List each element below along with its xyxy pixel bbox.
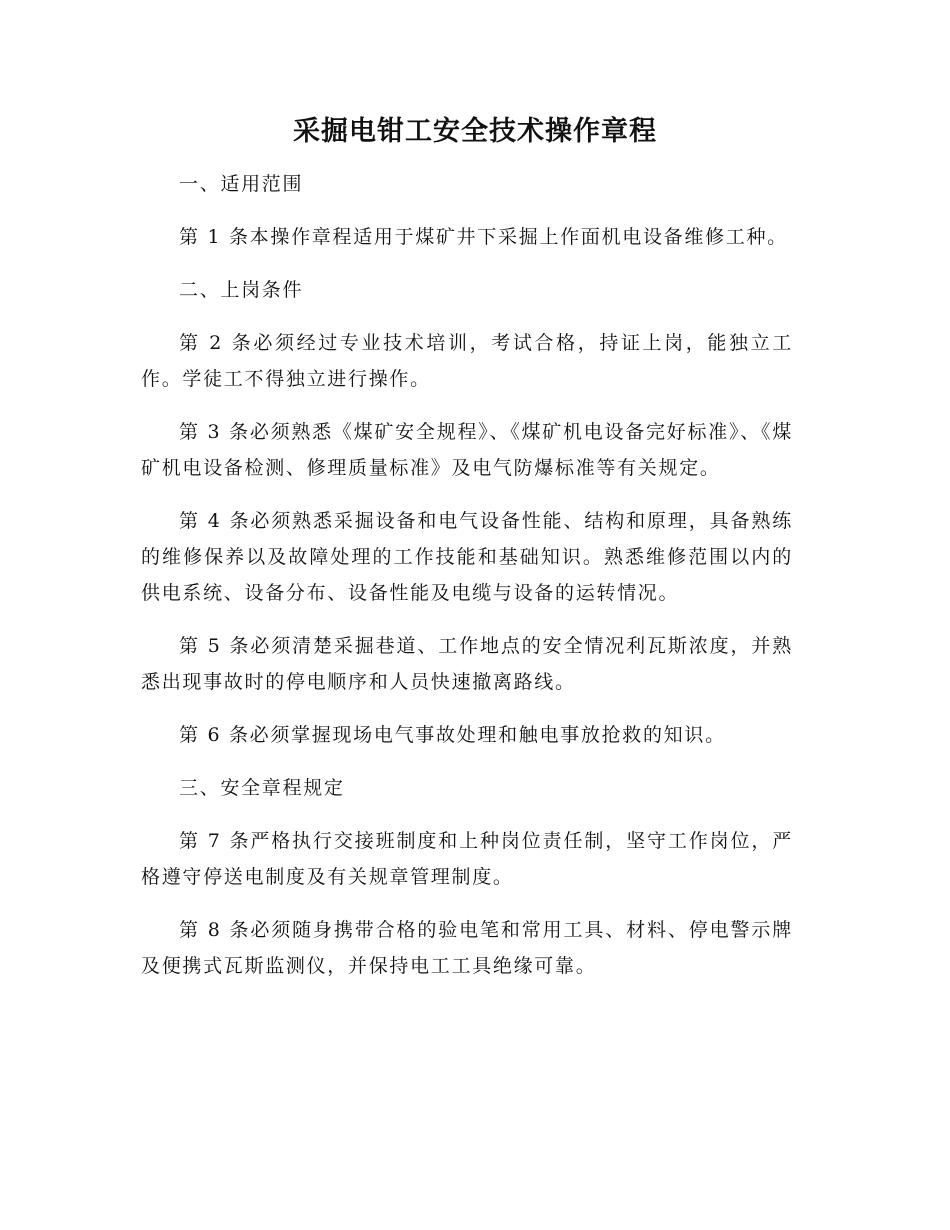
document-body [141,166,793,1001]
article-6: 第 6 条必须掌握现场电气事故处理和触电事放抢救的知识。 [179,724,726,746]
article-7: 第 7 条严格执行交接班制度和上种岗位责任制，坚守工作岗位，严格遵守停送电制度及有关规章管理制度。 [141,830,793,888]
section-heading-scope: 一、适用范围 [179,173,304,195]
section-heading-qualifications: 二、上岗条件 [179,279,304,301]
article-1: 第 1 条本操作章程适用于煤矿井下采掘上作面机电设备维修工种。 [179,226,788,248]
section-heading-safety-rules: 三、安全章程规定 [179,777,345,799]
article-8: 第 8 条必须随身携带合格的验电笔和常用工具、材料、停电警示牌及便携式瓦斯监测仪，并保持电工工具绝缘可靠。 [141,919,793,977]
article-5: 第 5 条必须清楚采掘巷道、工作地点的安全情况利瓦斯浓度，并熟悉出现事故时的停电顺序和人员快速撤离路线。 [141,635,793,693]
article-4: 第 4 条必须熟悉采掘设备和电气设备性能、结构和原理，具备熟练的维修保养以及故障处理的工作技能和基础知识。熟悉维修范围以内的供电系统、设备分布、设备性能及电缆与设备的运转情况。 [141,510,793,604]
article-3: 第 3 条必须熟悉《煤矿安全规程》、《煤矿机电设备完好标准》、《煤矿机电设备检测、修理质量标准》及电气防爆标准等有关规定。 [141,421,793,479]
article-2: 第 2 条必须经过专业技术培训，考试合格，持证上岗，能独立工作。学徒工不得独立进行操作。 [141,332,793,390]
document-title: 采掘电钳工安全技术操作章程 [293,116,657,147]
